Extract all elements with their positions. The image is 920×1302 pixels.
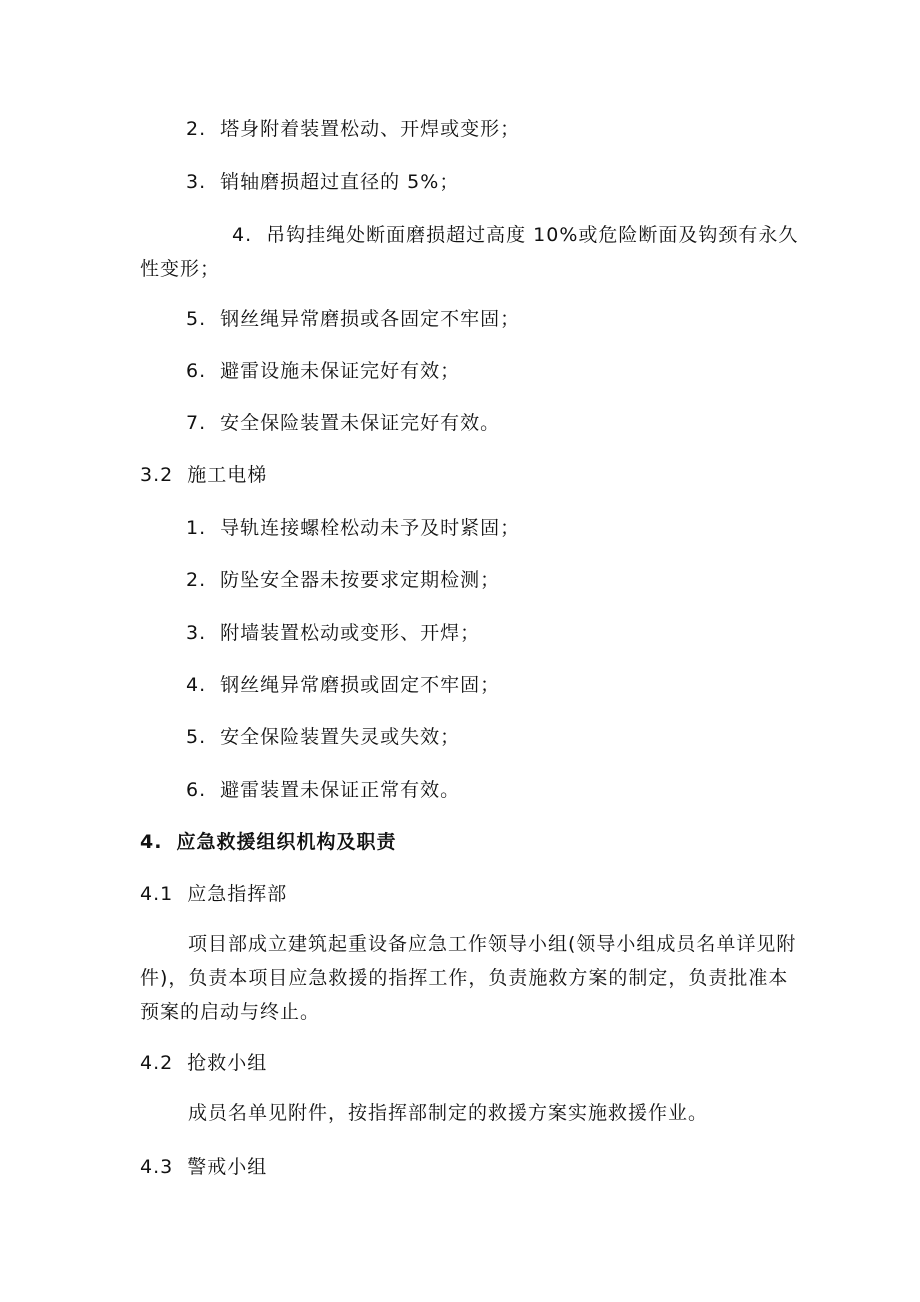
list-item-number: 7. bbox=[186, 412, 207, 434]
list-item-number: 6. bbox=[186, 360, 207, 382]
list-item bbox=[186, 410, 500, 436]
list-item-text: 钢丝绳异常磨损或各固定不牢固； bbox=[220, 308, 521, 330]
section-title: 应急指挥部 bbox=[187, 883, 288, 905]
section-title: 抢救小组 bbox=[187, 1052, 268, 1074]
list-item-number: 1. bbox=[186, 517, 207, 539]
list-item-text: 塔身附着装置松动、开焊或变形； bbox=[220, 118, 521, 140]
list-item bbox=[186, 777, 460, 803]
list-item-text: 钢丝绳异常磨损或固定不牢固； bbox=[220, 674, 501, 696]
section-number: 4. bbox=[140, 831, 163, 853]
list-item-number: 5. bbox=[186, 308, 207, 330]
section-number: 4.1 bbox=[140, 883, 174, 905]
list-item-number: 2. bbox=[186, 118, 207, 140]
section-heading-4-3 bbox=[140, 1154, 267, 1180]
list-item-text: 销轴磨损超过直径的 5%； bbox=[220, 171, 460, 193]
list-item-number: 3. bbox=[186, 622, 207, 644]
list-item-text: 安全保险装置未保证完好有效。 bbox=[220, 412, 501, 434]
section-title: 警戒小组 bbox=[187, 1156, 268, 1178]
section-title: 施工电梯 bbox=[187, 464, 268, 486]
list-item bbox=[186, 306, 520, 332]
list-item-number: 4. bbox=[232, 224, 253, 246]
list-item bbox=[186, 620, 480, 646]
list-item bbox=[186, 672, 500, 698]
section-number: 4.3 bbox=[140, 1156, 174, 1178]
list-item-text: 避雷设施未保证完好有效； bbox=[220, 360, 461, 382]
list-item-text: 避雷装置未保证正常有效。 bbox=[220, 779, 461, 801]
list-item-number: 4. bbox=[186, 674, 207, 696]
list-item-text: 附墙装置松动或变形、开焊； bbox=[220, 622, 481, 644]
section-number: 4.2 bbox=[140, 1052, 174, 1074]
list-item-number: 6. bbox=[186, 779, 207, 801]
list-item bbox=[140, 218, 800, 286]
section-heading-3-2 bbox=[140, 462, 267, 488]
section-heading-4 bbox=[140, 829, 396, 855]
list-item bbox=[186, 116, 520, 142]
list-item-text: 安全保险装置失灵或失效； bbox=[220, 726, 461, 748]
section-body-4-1: 项目部成立建筑起重设备应急工作领导小组(领导小组成员名单详见附件)，负责本项目应急救援的指挥工作，负责施救方案的制定，负责批准本预案的启动与终止。 bbox=[140, 933, 797, 1023]
list-item-number: 3. bbox=[186, 171, 207, 193]
list-item-number: 2. bbox=[186, 569, 207, 591]
section-number: 3.2 bbox=[140, 464, 174, 486]
list-item bbox=[186, 567, 500, 593]
section-title: 应急救援组织机构及职责 bbox=[176, 831, 397, 853]
list-item bbox=[186, 358, 460, 384]
list-item-number: 5. bbox=[186, 726, 207, 748]
section-heading-4-1 bbox=[140, 881, 287, 907]
list-item bbox=[186, 724, 460, 750]
section-heading-4-2 bbox=[140, 1050, 267, 1076]
list-item bbox=[186, 515, 520, 541]
list-item bbox=[186, 169, 459, 195]
section-body-4-2: 成员名单见附件，按指挥部制定的救援方案实施救援作业。 bbox=[188, 1102, 709, 1124]
list-item-text: 吊钩挂绳处断面磨损超过高度 10%或危险断面及钩颈有永久性变形； bbox=[140, 224, 799, 280]
list-item-text: 防坠安全器未按要求定期检测； bbox=[220, 569, 501, 591]
list-item-text: 导轨连接螺栓松动未予及时紧固； bbox=[220, 517, 521, 539]
